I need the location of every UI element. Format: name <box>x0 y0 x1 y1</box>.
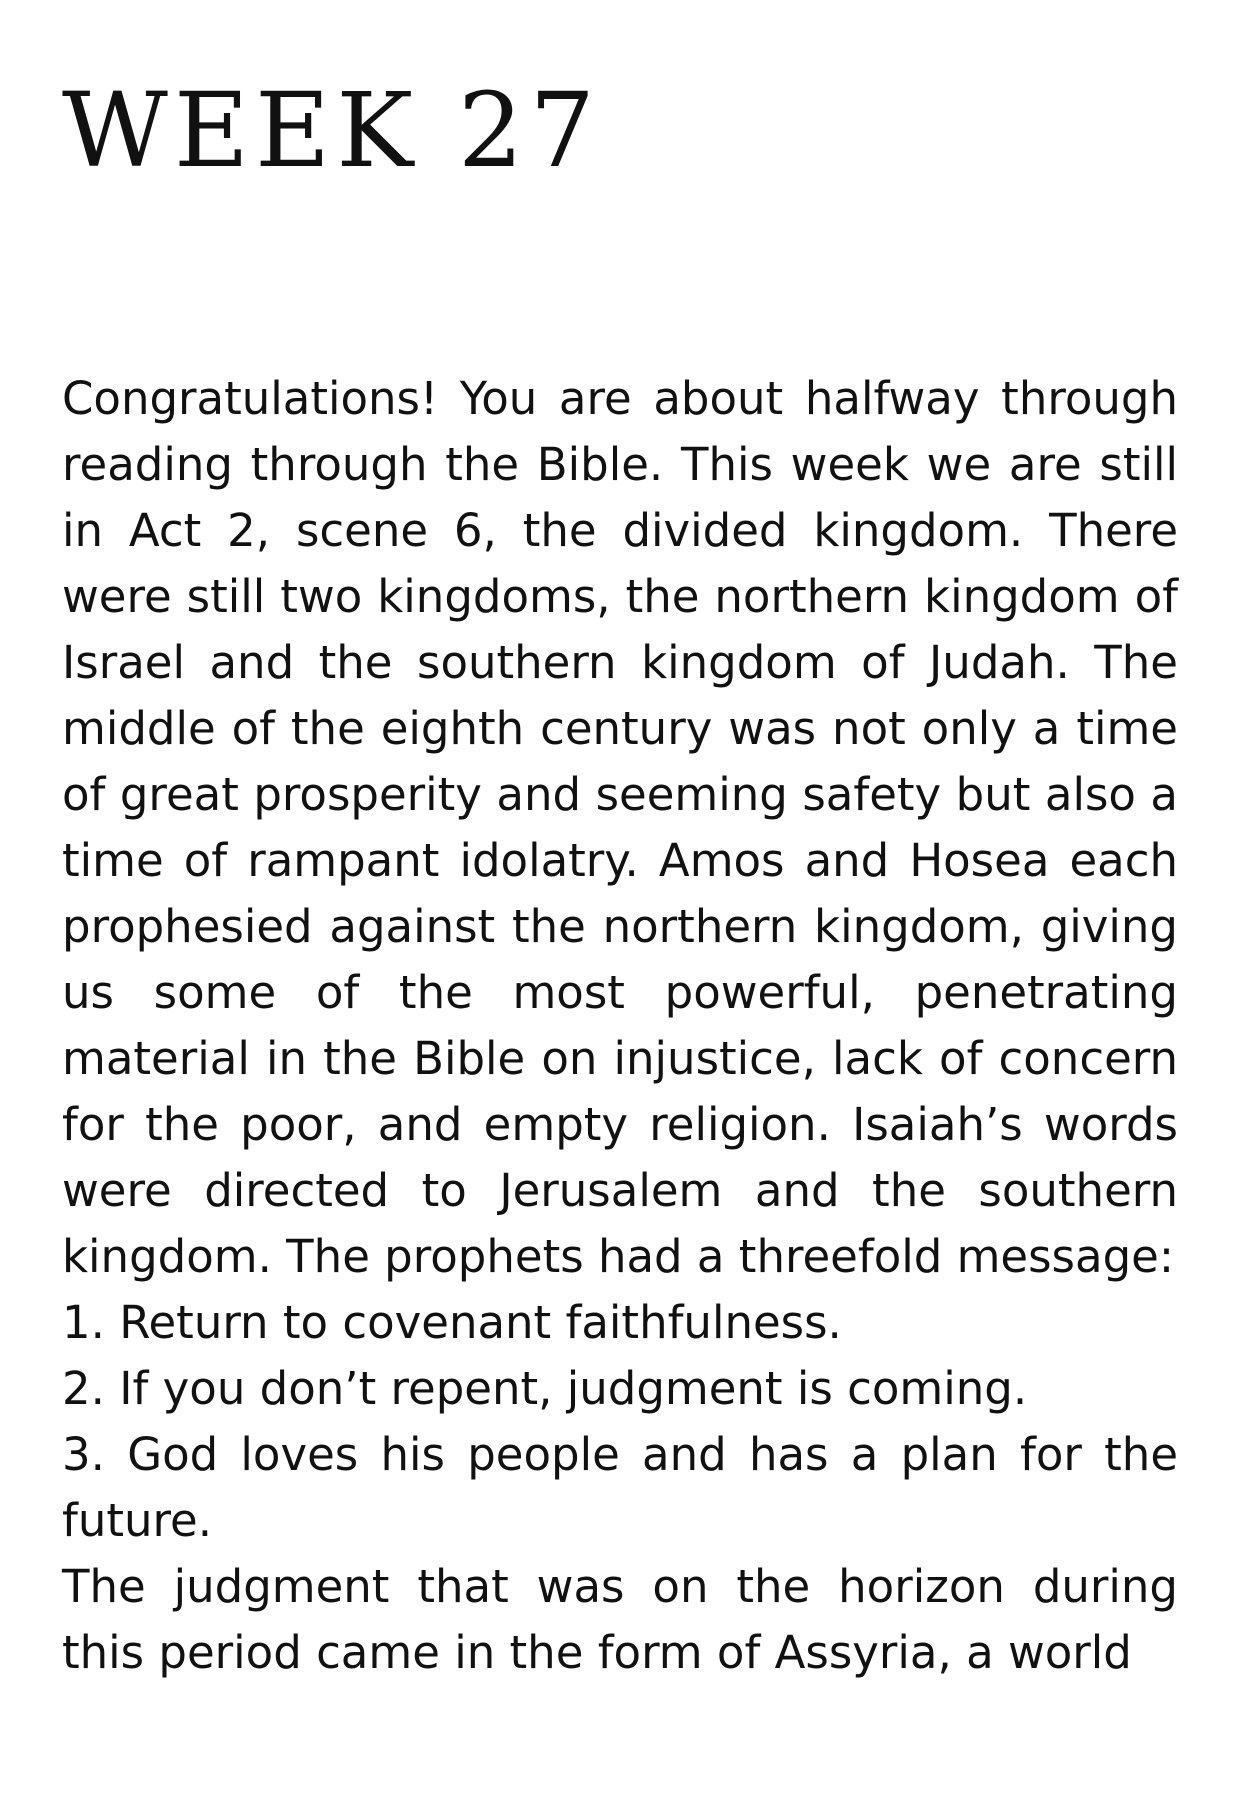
chapter-heading: WEEK 27 <box>62 71 601 191</box>
intro-paragraph: Congratulations! You are about halfway through reading through the Bible. This week we are still in Act 2, scene 6, the divided kingdom. There were still two kingdoms, the northern kingdom of Israel and the southern kingdom of Judah. The middle of the eighth century was not only a time of great prosperity and seeming safety but also a time of rampant idolatry. Amos and Hosea each prophesied against the northern kingdom, giving us some of the most powerful, penetrating material in the Bible on injustice, lack of concern for the poor, and empty religion. Isaiah’s words were directed to Jerusalem and the southern kingdom. The prophets had a threefold message: <box>62 372 1178 1283</box>
list-item: 2. If you don’t repent, judgment is coming. <box>62 1362 1028 1415</box>
page <box>62 0 1178 1807</box>
body-text <box>62 366 1178 1686</box>
closing-paragraph: The judgment that was on the horizon during this period came in the form of Assyria, a world <box>62 1560 1178 1679</box>
list-item: 1. Return to covenant faithfulness. <box>62 1296 842 1349</box>
message-list <box>62 1290 1178 1554</box>
list-item: 3. God loves his people and has a plan for the future. <box>62 1428 1178 1547</box>
